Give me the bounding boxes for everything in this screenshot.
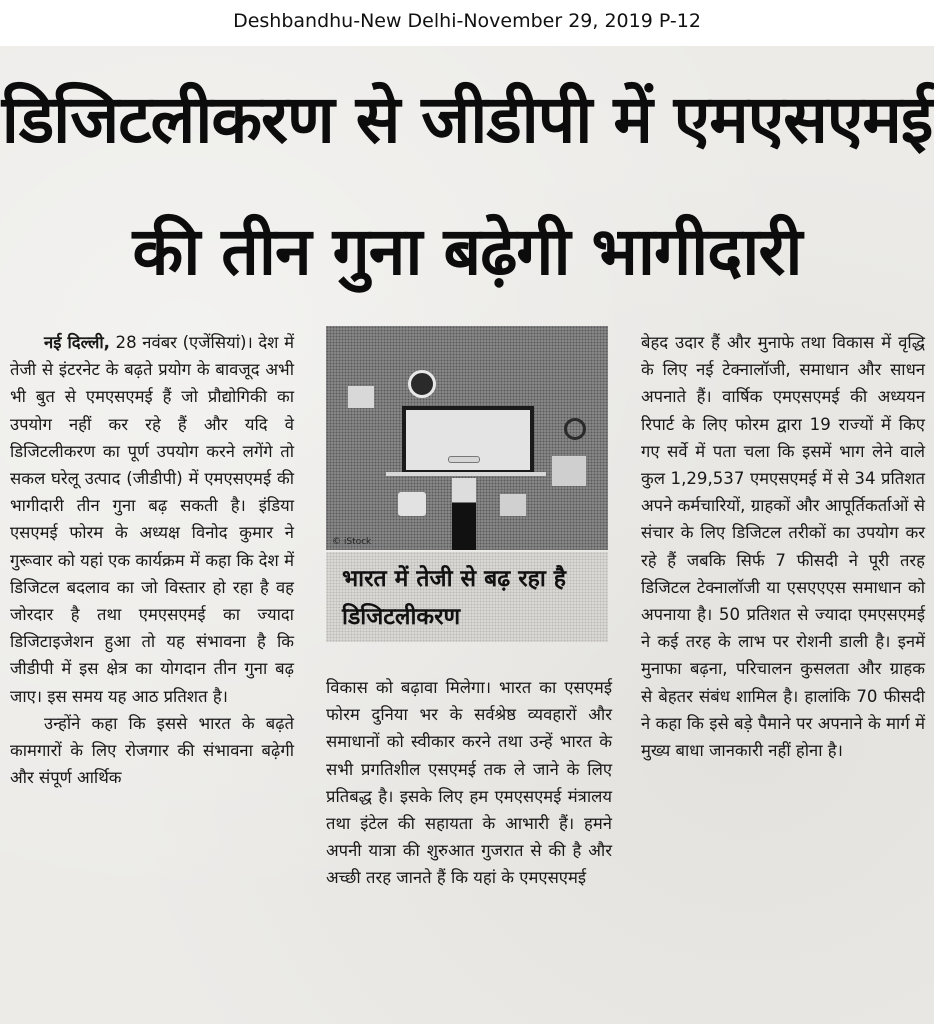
- gear-icon: [564, 418, 586, 440]
- headline-line-1: डिजिटलीकरण से जीडीपी में एमएसएमई: [1, 81, 933, 158]
- person-avatar-icon: [408, 370, 436, 398]
- dateline: नई दिल्ली,: [44, 333, 110, 352]
- article-column-left: [10, 329, 294, 791]
- desk-line: [386, 472, 546, 476]
- article-column-middle: [326, 674, 612, 892]
- paragraph-text: 28 नवंबर (एजेंसियां)। देश में तेजी से इंटरनेट के बढ़ते प्रयोग के बावजूद अभी भी बुत से एमएसएमई हैं जो प्रौद्योगिकी का उपयोग नहीं कर रहे हैं और यदि वे डिजिटलीकरण का पूर्ण उपयोग करने लगेंगे तो सकल घरेलू उत्पाद (जीडीपी) में एमएसएमई की भागीदारी तीन गुना बढ़ सकती है। इंडिया एसएमई फोरम के अध्यक्ष विनोद कुमार ने गुरूवार को यहां एक कार्यक्रम में कहा कि देश में डिजिटल बदलाव का जो विस्तार हो रहा है वह जोरदार है तथा एमएसएमई का ज्यादा डिजिटाइजेशन हुआ तो यह संभावना है कि जीडीपी में इस क्षेत्र का योगदान तीन गुना बढ़ जाए। इस समय यह आठ प्रतिशत है।: [10, 333, 294, 706]
- article-paragraph: बेहद उदार हैं और मुनाफे तथा विकास में वृद्धि के लिए नई टेक्नालॉजी, समाधान और साधन अपनाते हैं। वार्षिक एमएसएमई की अध्ययन रिपार्ट के लिए फोरम द्वारा 19 राज्यों में किए गए सर्वे में पता चला कि इसमें भाग लेने वाले कुल 1,29,537 एमएसएमई में से 34 प्रतिशत अपने कर्मचारियों, ग्राहकों और आपूर्तिकर्ताओं से संचार के लिए डिजिटल तरीकों का उपयोग कर रहे हैं जबकि सिर्फ 7 फीसदी ने पूरी तरह डिजिटल टेक्नालॉजी या एसएएएस समाधान को अपनाया है। 50 प्रतिशत से ज्यादा एमएसएमई ने कई तरह के लाभ पर रोशनी डाली है। इनमें मुनाफा बढ़ना, परिचालन कुसलता और ग्राहक से बेहतर संबंध शामिल है। हालांकि 70 फीसदी ने कहा कि इसे बड़े पैमाने पर अपनाने के मार्ग में मुख्य बाधा जानकारी नहीं होना है।: [641, 333, 925, 761]
- article-paragraph: [10, 329, 294, 710]
- message-card-icon: [348, 386, 374, 408]
- computer-monitor-icon: [402, 406, 534, 474]
- document-icon: [552, 456, 586, 486]
- newspaper-clipping: [0, 46, 934, 1024]
- hand-arm-shape: [452, 478, 476, 550]
- image-credit: © iStock: [332, 537, 372, 547]
- source-citation: Deshbandhu-New Delhi-November 29, 2019 P-12: [0, 0, 934, 46]
- shopping-bag-icon: [398, 492, 426, 516]
- article-paragraph: उन्होंने कहा कि इससे भारत के बढ़ते कामगारों के लिए रोजगार की संभावना बढ़ेगी और संपूर्ण आर्थिक: [10, 713, 294, 788]
- image-caption-box: [326, 552, 608, 642]
- article-illustration: [326, 326, 608, 550]
- article-paragraph: विकास को बढ़ावा मिलेगा। भारत का एसएमई फोरम दुनिया भर के सर्वश्रेष्ठ व्यवहारों और समाधानों को स्वीकार करने तथा उन्हें भारत के सभी प्रगतिशील एसएमई तक ले जाने के लिए प्रतिबद्ध है। इसके लिए हम एमएसएमई मंत्रालय तथा इंटेल की सहायता के आभारी हैं। हमने अपनी यात्रा की शुरुआत गुजरात से की है और अच्छी तरह जानते हैं कि यहां के एमएसएमई: [326, 678, 612, 888]
- article-column-right: [641, 329, 925, 764]
- monitor-button-shape: [448, 456, 480, 463]
- image-caption: भारत में तेजी से बढ़ रहा है डिजिटलीकरण: [342, 566, 566, 630]
- headline-line-2: की तीन गुना बढ़ेगी भागीदारी: [132, 213, 802, 290]
- calendar-icon: [500, 494, 526, 516]
